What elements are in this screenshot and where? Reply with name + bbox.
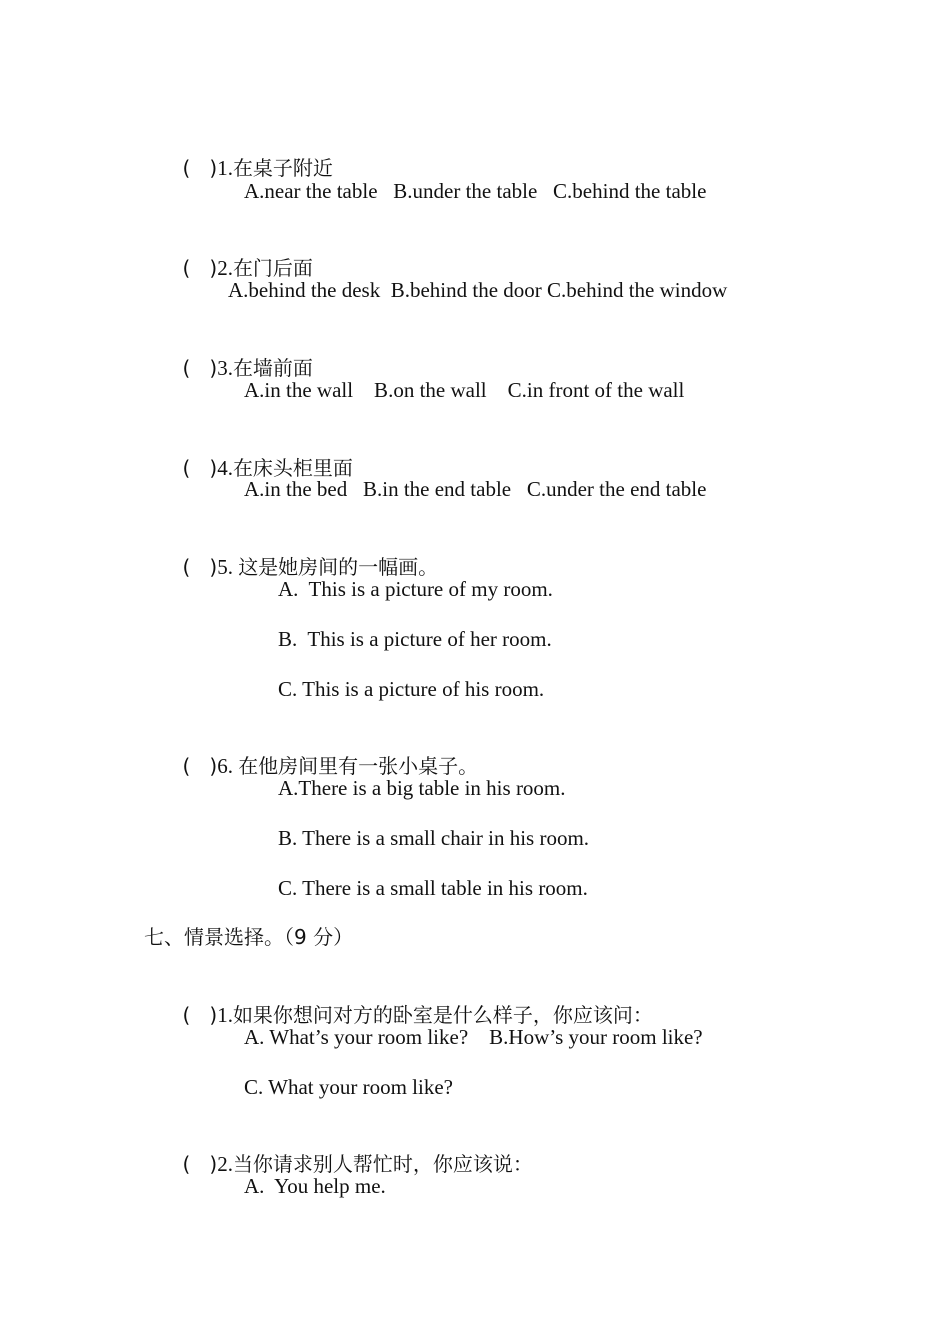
option-line: B. There is a small chair in his room.	[278, 826, 590, 850]
question-stem	[172, 126, 333, 182]
section-heading: 七、情景选择。（9 分）	[144, 925, 354, 949]
question-prompt: 在床头柜里面	[232, 456, 353, 480]
answer-blank[interactable]: ( )	[182, 456, 218, 480]
question-number: 2.	[217, 256, 233, 280]
question-stem	[172, 226, 313, 282]
answer-blank[interactable]: ( )	[182, 156, 218, 180]
option-line: A.in the wall B.on the wall C.in front of the wall	[244, 378, 685, 402]
option-line: A.There is a big table in his room.	[278, 776, 566, 800]
question-stem	[172, 1122, 533, 1178]
option-line: A.near the table B.under the table C.behind the table	[244, 179, 707, 203]
answer-blank[interactable]: ( )	[182, 1003, 218, 1027]
option-line: C. What your room like?	[244, 1075, 453, 1099]
answer-blank[interactable]: ( )	[182, 1152, 218, 1176]
question-prompt: 在门后面	[232, 256, 313, 280]
answer-blank[interactable]: ( )	[182, 256, 218, 280]
option-line: C. This is a picture of his room.	[278, 677, 545, 701]
question-number: 6.	[217, 754, 239, 778]
question-prompt: 如果你想问对方的卧室是什么样子，你应该问：	[232, 1003, 653, 1027]
question-number: 1.	[217, 156, 233, 180]
question-stem	[172, 525, 438, 581]
option-line: A. You help me.	[244, 1174, 386, 1198]
question-number: 5.	[217, 555, 239, 579]
option-line: B. This is a picture of her room.	[278, 627, 552, 651]
question-prompt: 在墙前面	[232, 356, 313, 380]
question-number: 2.	[217, 1152, 233, 1176]
option-line: A.behind the desk B.behind the door C.behind the window	[228, 278, 728, 302]
question-stem	[172, 326, 313, 382]
question-stem	[172, 973, 653, 1029]
question-number: 1.	[217, 1003, 233, 1027]
option-line: A.in the bed B.in the end table C.under the end table	[244, 477, 707, 501]
question-number: 4.	[217, 456, 233, 480]
option-line: C. There is a small table in his room.	[278, 876, 588, 900]
question-prompt: 这是她房间的一幅画。	[238, 555, 439, 579]
question-stem	[172, 724, 478, 780]
question-prompt: 当你请求别人帮忙时，你应该说：	[232, 1152, 533, 1176]
option-line: A. This is a picture of my room.	[278, 577, 553, 601]
answer-blank[interactable]: ( )	[182, 754, 218, 778]
question-prompt: 在桌子附近	[232, 156, 333, 180]
option-line: A. What’s your room like? B.How’s your room like?	[244, 1025, 703, 1049]
answer-blank[interactable]: ( )	[182, 555, 218, 579]
question-number: 3.	[217, 356, 233, 380]
question-prompt: 在他房间里有一张小桌子。	[238, 754, 479, 778]
question-stem	[172, 426, 353, 482]
answer-blank[interactable]: ( )	[182, 356, 218, 380]
